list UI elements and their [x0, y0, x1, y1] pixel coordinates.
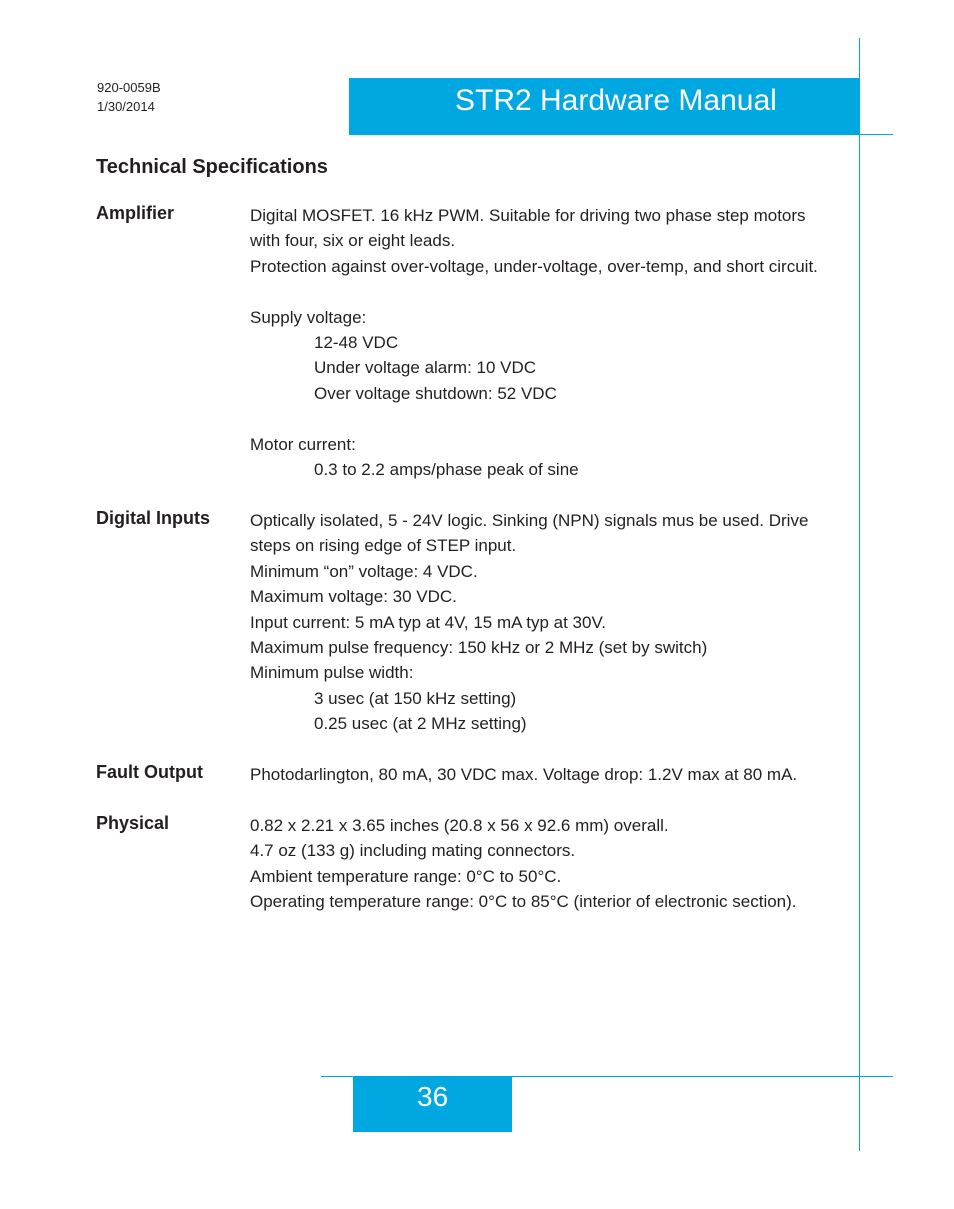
digital-inputs-spec — [250, 508, 850, 737]
under-voltage-alarm: Under voltage alarm: 10 VDC — [314, 358, 537, 378]
supply-voltage-range: 12-48 VDC — [314, 333, 399, 353]
supply-voltage-heading: Supply voltage: — [250, 307, 367, 327]
header-rule — [860, 134, 893, 135]
physical-line: 0.82 x 2.21 x 3.65 inches (20.8 x 56 x 92.6 mm) overall. — [250, 816, 669, 835]
fault-output-label: Fault Output — [96, 762, 203, 782]
spacer — [250, 279, 850, 304]
digital-inputs-line: steps on rising edge of STEP input. — [250, 536, 517, 556]
amplifier-spec — [250, 203, 850, 482]
fault-output-line: Photodarlington, 80 mA, 30 VDC max. Voltage drop: 1.2V max at 80 mA. — [250, 765, 798, 784]
section-title: Technical Specifications — [96, 156, 328, 178]
pulse-width-150khz: 3 usec (at 150 kHz setting) — [314, 688, 517, 708]
document-date: 1/30/2014 — [97, 99, 155, 114]
amplifier-line: Digital MOSFET. 16 kHz PWM. Suitable for driving two phase step motors — [250, 206, 806, 225]
digital-inputs-line: Maximum pulse frequency: 150 kHz or 2 MHz (set by switch) — [250, 638, 708, 658]
over-voltage-shutdown: Over voltage shutdown: 52 VDC — [314, 383, 557, 403]
physical-line: 4.7 oz (133 g) including mating connectors. — [250, 841, 576, 861]
digital-inputs-line: Minimum “on” voltage: 4 VDC. — [250, 561, 478, 581]
header-bar — [349, 78, 860, 135]
amplifier-label: Amplifier — [96, 203, 175, 223]
pulse-width-heading: Minimum pulse width: — [250, 663, 414, 683]
motor-current-heading: Motor current: — [250, 434, 356, 454]
page-number: 36 — [417, 1081, 449, 1112]
amplifier-line: with four, six or eight leads. — [250, 231, 456, 251]
pulse-width-2mhz: 0.25 usec (at 2 MHz setting) — [314, 714, 527, 734]
amplifier-line: Protection against over-voltage, under-voltage, over-temp, and short circuit. — [250, 256, 818, 276]
document-number: 920-0059B — [97, 80, 161, 95]
document-meta — [97, 78, 161, 116]
physical-label: Physical — [96, 813, 170, 833]
digital-inputs-line: Optically isolated, 5 - 24V logic. Sinking (NPN) signals mus be used. Drive — [250, 511, 809, 530]
motor-current-range: 0.3 to 2.2 amps/phase peak of sine — [314, 460, 579, 480]
digital-inputs-line: Input current: 5 mA typ at 4V, 15 mA typ at 30V. — [250, 612, 606, 632]
page-number-box — [353, 1077, 512, 1132]
fault-output-spec — [250, 762, 850, 787]
manual-title: STR2 Hardware Manual — [455, 84, 777, 117]
spacer — [250, 406, 850, 431]
physical-spec — [250, 813, 850, 915]
digital-inputs-line: Maximum voltage: 30 VDC. — [250, 587, 457, 607]
page-border-line — [859, 38, 860, 1151]
physical-line: Operating temperature range: 0°C to 85°C (interior of electronic section). — [250, 892, 797, 912]
physical-line: Ambient temperature range: 0°C to 50°C. — [250, 866, 562, 886]
digital-inputs-label: Digital Inputs — [96, 508, 210, 528]
